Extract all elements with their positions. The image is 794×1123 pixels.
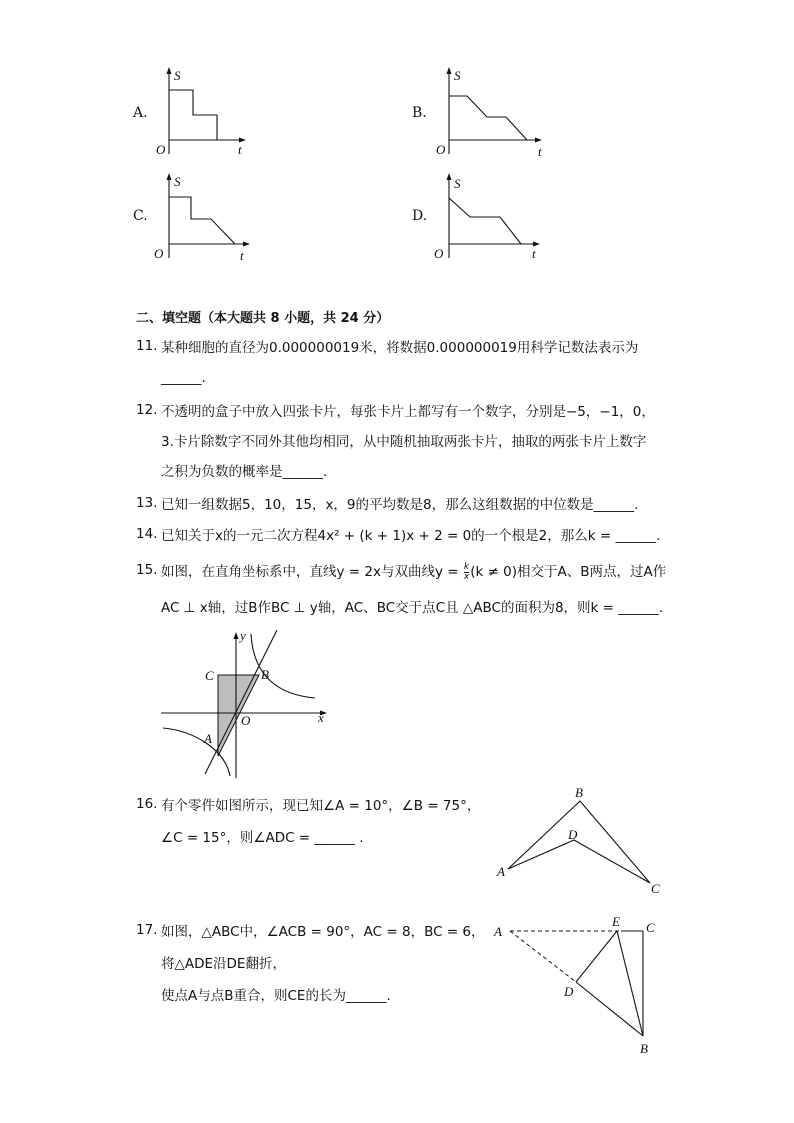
- q12-number: 12.: [136, 402, 158, 418]
- line-y-2x: [205, 630, 277, 774]
- point-b-label: B: [261, 667, 269, 682]
- y-axis-label: y: [240, 628, 246, 643]
- point-c-label: C: [205, 668, 214, 683]
- question-11: [161, 338, 638, 358]
- q13-line1: 已知一组数据5，10，15，x，9的平均数是8，那么这组数据的中位数是______.: [161, 497, 639, 513]
- graph-line: [449, 198, 521, 244]
- point-a-label: A: [204, 731, 212, 746]
- section-title: 二、填空题（本大题共 8 小题，共 24 分）: [136, 311, 390, 326]
- s-label: S: [454, 68, 461, 83]
- s-axis-arrow: [167, 173, 172, 180]
- origin-label: O: [436, 142, 446, 157]
- y-axis-arrow: [234, 632, 239, 639]
- q16-line1: 有个零件如图所示，现已知∠A = 10°，∠B = 75°，: [161, 798, 481, 814]
- s-label: S: [174, 68, 181, 83]
- s-axis-arrow: [447, 67, 452, 74]
- option-b-graph: [430, 62, 550, 162]
- k-over-x-fraction: [464, 563, 469, 582]
- q17-line3: 使点A与点B重合，则CE的长为______.: [161, 988, 391, 1004]
- s-label: S: [174, 174, 181, 189]
- figure-16: [495, 785, 670, 900]
- part-outline: [508, 801, 650, 883]
- point-b-label: B: [575, 785, 583, 800]
- option-b-label: B.: [412, 105, 427, 121]
- point-b-label: B: [640, 1041, 648, 1056]
- point-d-label: D: [568, 827, 578, 842]
- s-label: S: [454, 176, 461, 191]
- s-axis-arrow: [447, 173, 452, 180]
- t-axis-arrow: [243, 242, 250, 247]
- q17-line2: 将△ADE沿DE翻折，: [161, 956, 286, 972]
- q14-line1: 已知关于x的一元二次方程4x² + (k + 1)x + 2 = 0的一个根是2，那么k = ______.: [161, 528, 661, 544]
- q15-number: 15.: [136, 562, 158, 578]
- option-d-label: D.: [412, 208, 428, 224]
- q13-number: 13.: [136, 495, 158, 511]
- t-label: t: [240, 248, 244, 263]
- q11-number: 11.: [136, 338, 158, 354]
- segment-de: [576, 931, 617, 982]
- graph-line: [169, 90, 217, 140]
- t-axis-arrow: [535, 138, 542, 143]
- q11-line2: ______.: [161, 370, 206, 386]
- q12-line1: 不透明的盒子中放入四张卡片，每张卡片上都写有一个数字，分别是−5，−1，0，: [161, 404, 655, 420]
- q12-line2: 3.卡片除数字不同外其他均相同，从中随机抽取两张卡片，抽取的两张卡片上数字: [161, 434, 647, 450]
- s-axis-arrow: [167, 67, 172, 74]
- q16-line2: ∠C = 15°，则∠ADC = ______ .: [161, 830, 364, 846]
- q12-line3: 之积为负数的概率是______.: [161, 464, 328, 480]
- q17-line1: 如图，△ABC中，∠ACB = 90°，AC = 8，BC = 6，: [161, 924, 485, 940]
- q16-number: 16.: [136, 796, 158, 812]
- q15-line1b: (k ≠ 0)相交于A、B两点，过A作: [470, 564, 667, 580]
- q11-line1: 某种细胞的直径为0.000000019米，将数据0.000000019用科学记数法表示为: [161, 340, 639, 356]
- graph-line: [449, 96, 527, 140]
- q17-number: 17.: [136, 922, 158, 938]
- segment-eb: [617, 931, 643, 1036]
- option-a-graph: [150, 62, 260, 162]
- segment-ad-dashed: [510, 931, 576, 982]
- figure-15: [155, 628, 335, 780]
- t-label: t: [532, 246, 536, 261]
- origin-label: O: [156, 142, 166, 157]
- t-label: t: [238, 142, 242, 157]
- option-a-label: A.: [133, 105, 148, 121]
- option-d-graph: [430, 168, 550, 268]
- point-a-label: A: [497, 864, 505, 879]
- x-axis-label: x: [318, 710, 324, 725]
- origin-label: O: [154, 246, 164, 261]
- point-c-label: C: [651, 881, 660, 896]
- q15-line2: AC ⊥ x轴，过B作BC ⊥ y轴，AC、BC交于点C且 △ABC的面积为8，则k = ______.: [161, 600, 664, 616]
- hyperbola-branch-1: [251, 634, 315, 698]
- q15-line1: [161, 562, 666, 582]
- fraction-numerator: k: [463, 561, 470, 572]
- figure-17: [490, 910, 665, 1060]
- point-a-label: A: [494, 924, 502, 939]
- origin-label: O: [241, 713, 251, 728]
- q15-line1a: 如图，在直角坐标系中，直线y = 2x与双曲线y =: [161, 564, 463, 580]
- segment-db: [576, 982, 643, 1036]
- t-label: t: [538, 144, 542, 159]
- fraction-denominator: x: [463, 571, 470, 582]
- option-c-label: C.: [133, 208, 148, 224]
- graph-line: [169, 197, 235, 244]
- shaded-triangle-abc: [218, 675, 259, 756]
- point-d-label: D: [564, 984, 574, 999]
- point-e-label: E: [612, 914, 620, 929]
- point-c-label: C: [646, 920, 655, 935]
- q14-number: 14.: [136, 526, 158, 542]
- option-c-graph: [150, 168, 260, 268]
- origin-label: O: [434, 246, 444, 261]
